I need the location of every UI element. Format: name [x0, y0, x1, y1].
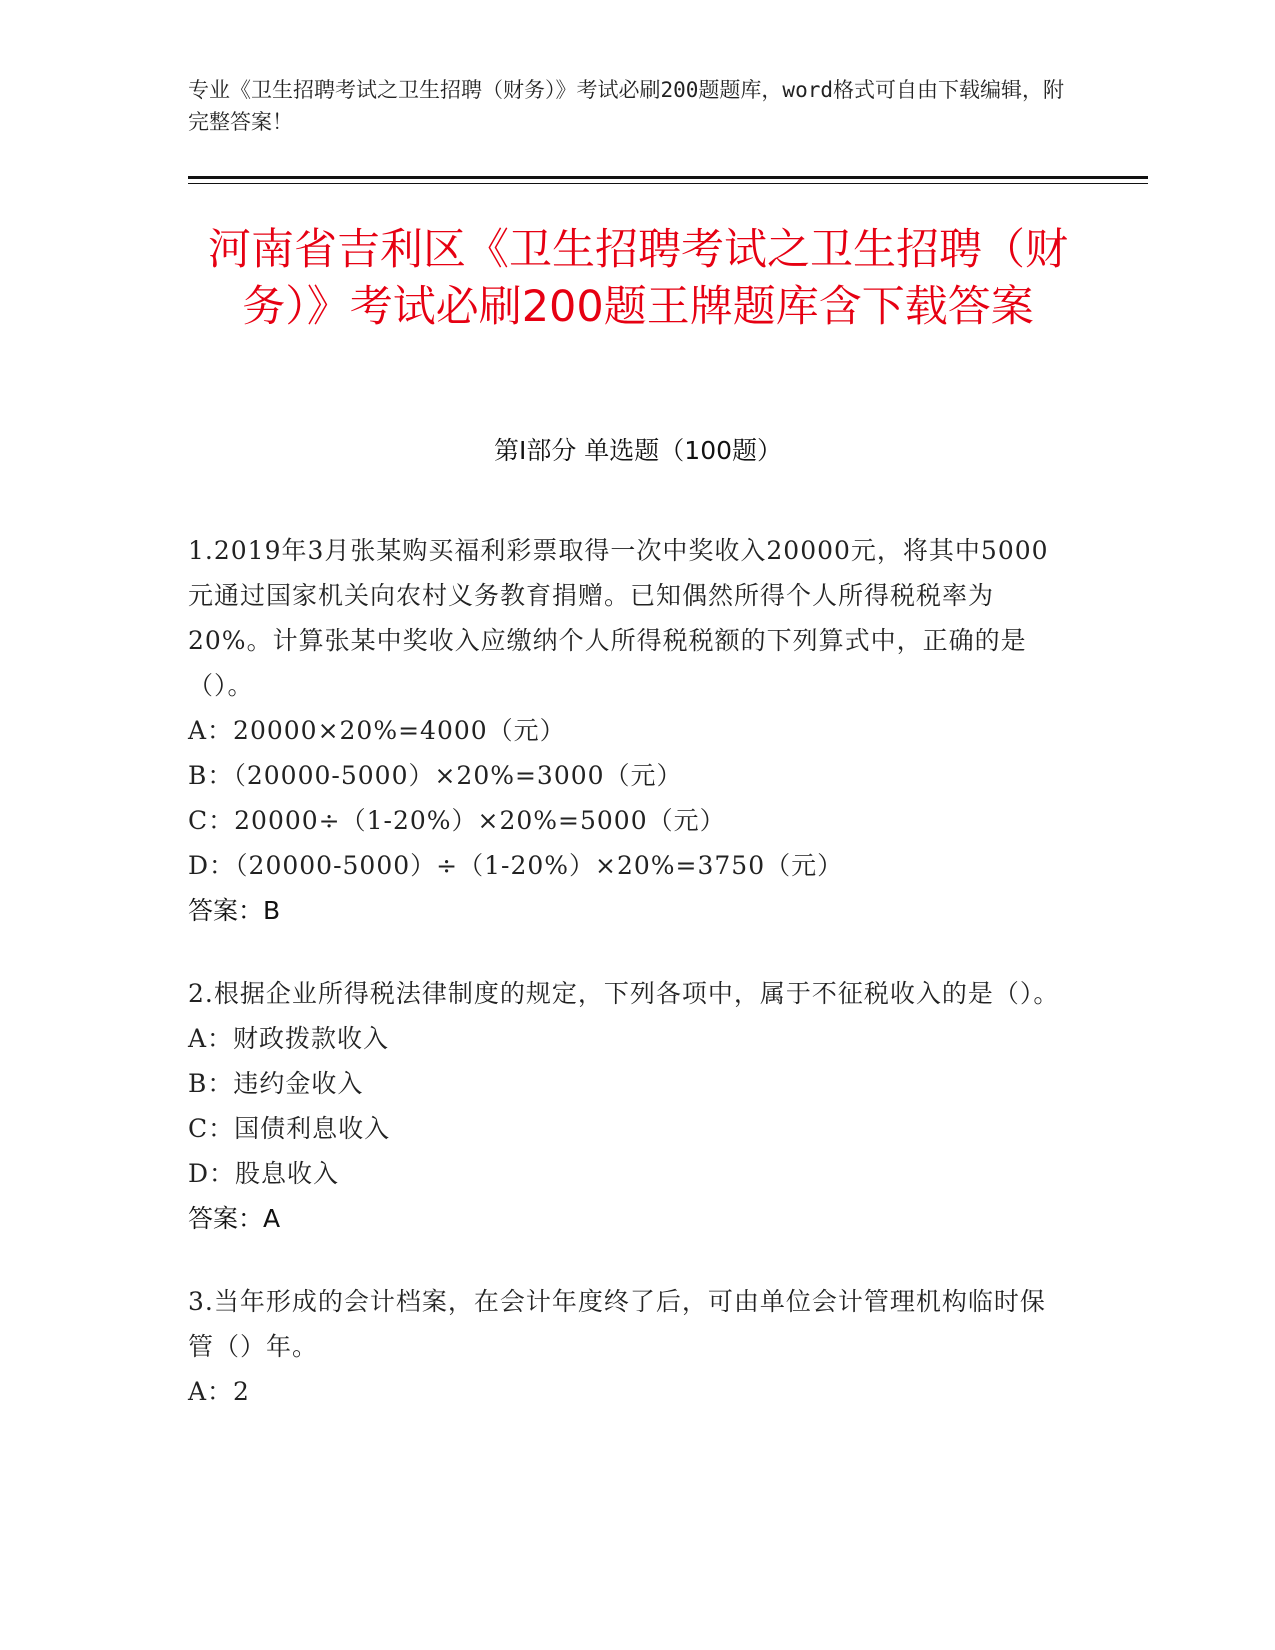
question-list: [188, 528, 1068, 1452]
document-title: 河南省吉利区《卫生招聘考试之卫生招聘（财务）》考试必刷200题王牌题库含下载答案: [208, 225, 1068, 332]
question-stem: 1.2019年3月张某购买福利彩票取得一次中奖收入20000元，将其中5000元通过国家机关向农村义务教育捐赠。已知偶然所得个人所得税税率为20%。计算张某中奖收入应缴纳个人所得税税额的下列算式中，正确的是（）。: [188, 536, 1049, 700]
option-a: A：2: [188, 1377, 250, 1406]
option-c: C：国债利息收入: [188, 1114, 391, 1143]
option-c: C：20000÷（1-20%）×20%=5000（元）: [188, 806, 726, 835]
option-b: B：（20000-5000）×20%=3000（元）: [188, 761, 683, 790]
question-2: [188, 971, 1068, 1241]
answer-line: 答案：A: [188, 1204, 281, 1233]
header-divider-thin: [188, 183, 1148, 184]
option-a: A：20000×20%=4000（元）: [188, 716, 566, 745]
answer-line: 答案：B: [188, 896, 281, 925]
option-b: B：违约金收入: [188, 1069, 364, 1098]
option-d: D：股息收入: [188, 1159, 340, 1188]
option-a: A：财政拨款收入: [188, 1024, 390, 1053]
header-note: 专业《卫生招聘考试之卫生招聘（财务）》考试必刷200题题库，word格式可自由下载编辑，附完整答案！: [188, 78, 1064, 134]
question-3: [188, 1279, 1068, 1414]
question-stem: 3.当年形成的会计档案，在会计年度终了后，可由单位会计管理机构临时保管（）年。: [188, 1287, 1046, 1361]
header-divider-thick: [188, 176, 1148, 179]
question-1: [188, 528, 1068, 933]
section-heading: 第I部分 单选题（100题）: [493, 436, 783, 465]
question-stem: 2.根据企业所得税法律制度的规定，下列各项中，属于不征税收入的是（）。: [188, 979, 1060, 1008]
option-d: D：（20000-5000）÷（1-20%）×20%=3750（元）: [188, 851, 844, 880]
